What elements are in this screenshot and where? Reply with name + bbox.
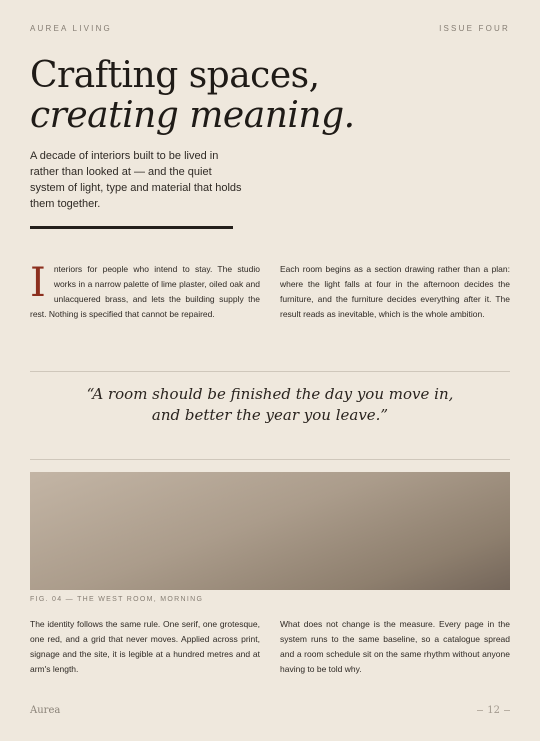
headline-line-1: Crafting spaces, (30, 55, 320, 96)
closing-left-column: The identity follows the same rule. One serif, one grotesque, one red, and a grid that never moves. Applied across print, signage and the site, it is legible at a hundred metres and at arm's length. (30, 619, 260, 674)
intro-right-column: Each room begins as a section drawing rather than a plan: where the light falls at four in the afternoon decides the furniture, and the furniture decides everything after it. The result reads as inevitable, which is the whole ambition. (280, 264, 510, 319)
pull-quote-line-2: and better the year you leave.” (151, 406, 389, 424)
footer-brand: Aurea (30, 705, 61, 716)
figure-image (30, 472, 510, 590)
page-number: 12 (487, 705, 500, 716)
intro-left-column (30, 262, 260, 322)
headline (30, 56, 510, 136)
figure-caption: FIG. 04 — THE WEST ROOM, MORNING (30, 596, 204, 603)
magazine-page (30, 0, 510, 741)
divider-bottom (30, 459, 510, 460)
divider-top (30, 371, 510, 372)
pull-quote (30, 384, 510, 426)
standfirst: A decade of interiors built to be lived in rather than looked at — and the quiet system of light, type and material that holds them together. (30, 150, 242, 210)
headline-line-2: creating meaning. (30, 95, 355, 136)
heavy-rule (30, 226, 233, 229)
drop-cap: I (30, 260, 46, 306)
closing-right-column: What does not change is the measure. Every page in the system runs to the same baseline, so a catalogue spread and a room schedule sit on the same rhythm without anyone having to be told why. (280, 619, 510, 674)
page-number-dash-left (477, 710, 483, 711)
page-number-dash-right (504, 710, 510, 711)
masthead (30, 22, 510, 34)
intro-left-text: nteriors for people who intend to stay. The studio works in a narrow palette of lime plaster, oiled oak and unlacquered brass, and lets the building supply the rest. Nothing is specified that cannot be repaired. (30, 264, 260, 319)
masthead-issue: ISSUE FOUR (439, 23, 510, 33)
masthead-brand: AUREA LIVING (30, 23, 112, 33)
pull-quote-line-1: “A room should be finished the day you move in, (86, 385, 454, 403)
footer-page-number-group (477, 705, 510, 716)
